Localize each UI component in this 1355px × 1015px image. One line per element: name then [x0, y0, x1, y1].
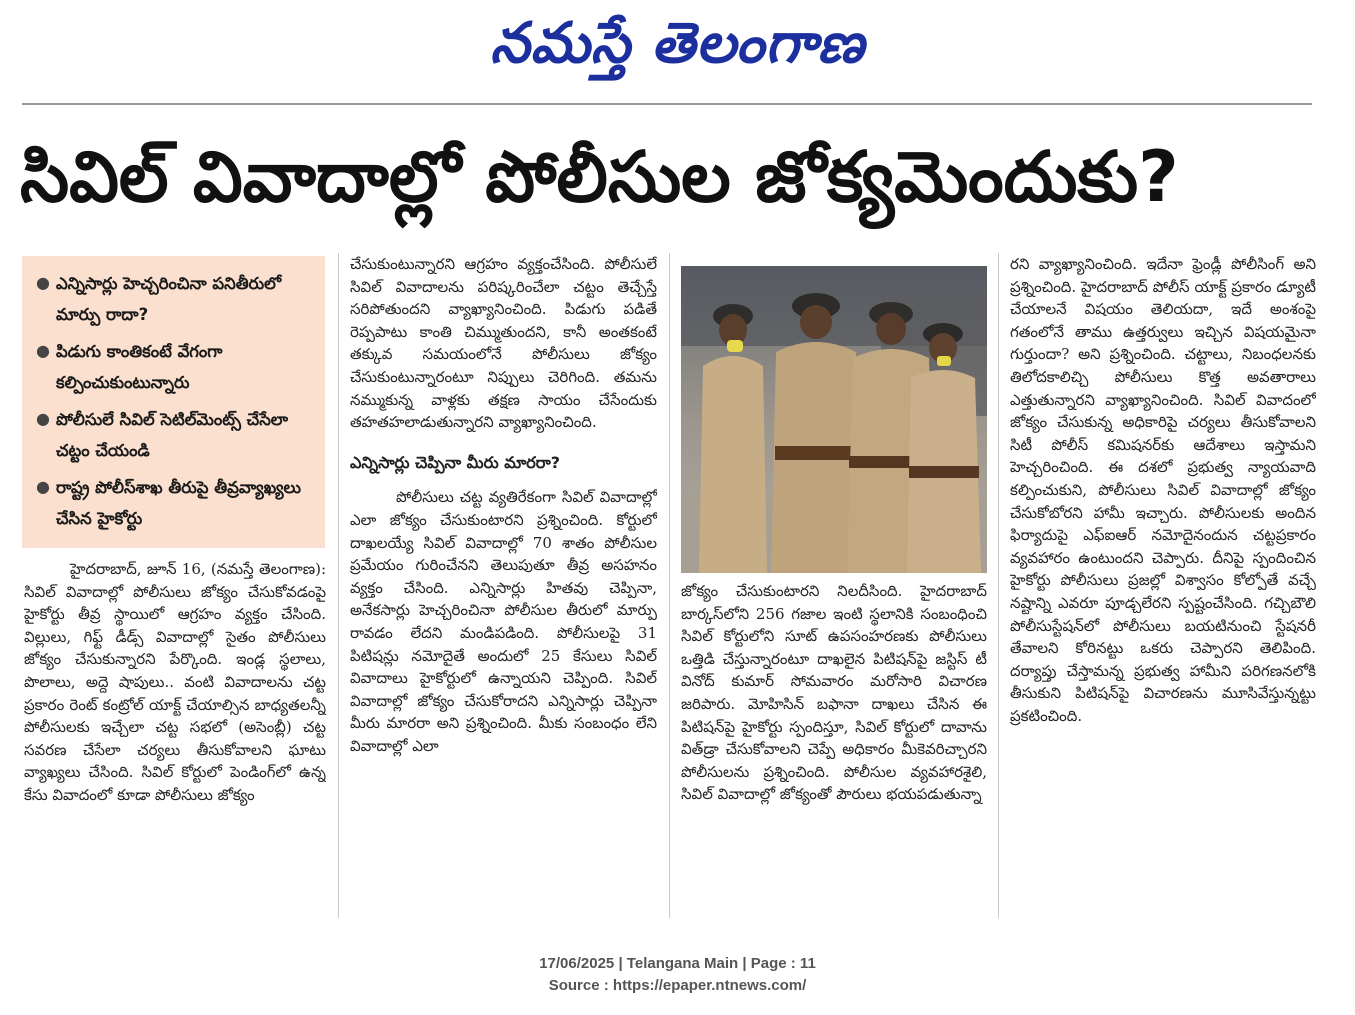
highlight-text: పిడుగు కాంతికంటే వేగంగా కల్పించుకుంటున్నారు — [56, 342, 223, 392]
article-column-1 — [24, 558, 326, 920]
highlight-item — [36, 472, 317, 534]
article-column-2 — [350, 253, 657, 918]
highlight-item — [36, 404, 317, 466]
highlight-text: పోలీసులే సివిల్ సెటిల్‌మెంట్స్ చేసేలా చట్టం చేయండి — [56, 410, 289, 460]
police-officers-photo — [681, 266, 987, 573]
bullet-icon: ● — [36, 477, 50, 496]
article-paragraph: రని వ్యాఖ్యానించింది. ఇదేనా ఫ్రెండ్లీ పోలీసింగ్ అని ప్రశ్నించింది. హైదరాబాద్ పోలీస్ యాక్ట్ ప్రకారం డ్యూటీ చేయాలనే విషయం తెలియదా, ఇదే అంశంపై గతంలోనే తాము ఉత్తర్వులు ఇచ్చిన విషయమైనా గుర్తుందా? అని ప్రశ్నించింది. చట్టాలు, నిబంధలనకు తిలోదకాలిచ్చి పోలీసులు కొత్త అవతారాలు ఎత్తుతున్నారని వ్యాఖ్యానించింది. సివిల్ వివాదంలో జోక్యం చేసుకున్న అధికారిపై చర్యలు తీసుకోవాలని సిటీ పోలీస్ కమిషనర్‌కు ఆదేశాలు ఇస్తామని హెచ్చరించింది. ఈ దశలో ప్రభుత్వ న్యాయవాది కల్పించుకుని, పోలీసులు సివిల్ వివాదాల్లో జోక్యం చేసుకోబోరని హామీ ఇచ్చారు. పోలీసులకు అందిన ఫిర్యాదుపై ఎఫ్ఐఆర్ నమోదైనందున చట్టప్రకారం వ్యవహారం ఉంటుందని చెప్పారు. దీనిపై స్పందించిన హైకోర్టు పోలీసులు ప్రజల్లో విశ్వాసం కోల్పోతే వచ్చే నష్టాన్ని ఎవరూ పూడ్చలేరని స్పష్టంచేసింది. గచ్చిబౌలి పోలీసుస్టేషన్‌లో పోలీసులు బయటినుంచి స్టేషనరీ తేవాలని కోరినట్టు ఒకరు చెప్పారని తెలిపింది. దర్యాప్తు చేస్తామన్న ప్రభుత్వ హామీని పరిగణనలోకి తీసుకుని పిటిషన్‌పై విచారణను మూసివేస్తున్నట్టు ప్రకటించింది. — [1010, 255, 1316, 725]
highlight-item — [36, 336, 317, 398]
highlight-text: రాష్ట్ర పోలీస్‌శాఖ తీరుపై తీవ్రవ్యాఖ్యలు చేసిన హైకోర్టు — [56, 478, 301, 528]
column-divider — [338, 253, 339, 918]
column-divider — [998, 253, 999, 918]
bullet-icon: ● — [36, 409, 50, 428]
bullet-icon: ● — [36, 341, 50, 360]
footer-edition-info: 17/06/2025 | Telangana Main | Page : 11 — [539, 955, 816, 972]
article-paragraph: జోక్యం చేసుకుంటారని నిలదీసింది. హైదరాబాద్ బార్కస్‌లోని 256 గజాల ఇంటి స్థలానికి సంబంధించి సివిల్ కోర్టులోని సూట్ ఉపసంహరణకు పోలీసులు ఒత్తిడి చేస్తున్నారంటూ దాఖలైన పిటిషన్‌పై జస్టిస్ టీ వినోద్ కుమార్ సోమవారం మరోసారి విచారణ జరిపారు. మోహిసిన్ బఫానా దాఖలు చేసిన ఈ పిటిషన్‌పై హైకోర్టు స్పందిస్తూ, సివిల్ కోర్టులో దావాను విత్‌డ్రా చేసుకోవాలని చెప్పే అధికారం మీకెవరిచ్చారని పోలీసులను ప్రశ్నించింది. పోలీసుల వ్యవహారశైలి, సివిల్ వివాదాల్లో జోక్యంతో పౌరులు భయపడుతున్నా — [681, 582, 987, 804]
article-subheading: ఎన్నిసార్లు చెప్పినా మీరు మారరా? — [350, 452, 561, 472]
article-paragraph: హైదరాబాద్, జూన్ 16, (నమస్తే తెలంగాణ): సివిల్ వివాదాల్లో పోలీసులు జోక్యం చేసుకోవడంపై హైకోర్టు తీవ్ర స్థాయిలో ఆగ్రహం వ్యక్తం చేసింది. విల్లులు, గిఫ్ట్ డీడ్స్ వివాదాల్లో సైతం పోలీసులు జోక్యం చేసుకున్నారని పేర్కొంది. ఇండ్ల స్థలాలు, పొలాలు, అద్దె షాపులు.. వంటి వివాదాలను చట్ట ప్రకారం రెంట్ కంట్రోల్ యాక్ట్ చేయాల్సిన బాధ్యతలన్నీ పోలీసులకు ఇచ్చేలా చట్ట సభలో (అసెంబ్లీ) చట్ట సవరణ చేసేలా చర్యలు తీసుకోవాలని ఘాటు వ్యాఖ్యలు చేసింది. సివిల్ కోర్టులో పెండింగ్‌లో ఉన్న కేసు వివాదంలో కూడా పోలీసులు జోక్యం — [24, 560, 326, 804]
article-column-4 — [1010, 253, 1316, 918]
highlights-box — [22, 256, 325, 548]
masthead — [0, 0, 1355, 100]
bullet-icon: ● — [36, 273, 50, 292]
masthead-logo: నమస్తే తెలంగాణ — [490, 10, 865, 76]
article-paragraph: పోలీసులు చట్ట వ్యతిరేకంగా సివిల్ వివాదాల్లో ఎలా జోక్యం చేసుకుంటారని ప్రశ్నించింది. కోర్టులో దాఖలయ్యే సివిల్ వివాదాల్లో 70 శాతం పోలీసుల ప్రమేయం గురించేనని తెలుపుతూ తీవ్ర అసహనం వ్యక్తం చేసింది. ఎన్నిసార్లు హితవు చెప్పినా, అనేకసార్లు హెచ్చరించినా పోలీసుల తీరులో మార్పు రావడం లేదని మండిపడింది. పోలీసులపై 31 పిటిషన్లు నమోదైతే అందులో 25 కేసులు సివిల్ వివాదాలు హైకోర్టులో ఉన్నాయని చెప్పింది. సివిల్ వివాదాల్లో జోక్యం చేసుకోరాదని ఎన్నిసార్లు చెప్పినా మీరు మారరా అని ప్రశ్నించింది. మీకు సంబంధం లేని వివాదాల్లో ఎలా — [350, 488, 657, 755]
article-column-3 — [681, 580, 987, 920]
highlight-text: ఎన్నిసార్లు హెచ్చరించినా పనితీరులో మార్పు రాదా? — [56, 274, 282, 324]
masthead-divider — [22, 103, 1312, 105]
footer-source-link[interactable]: Source : https://epaper.ntnews.com/ — [548, 977, 807, 994]
column-divider — [669, 253, 670, 918]
article-paragraph: చేసుకుంటున్నారని ఆగ్రహం వ్యక్తంచేసింది. పోలీసులే సివిల్ వివాదాలను పరిష్కరించేలా చట్టం తెచ్చేస్తే సరిపోతుందని వ్యాఖ్యానించింది. పిడుగు పడితే రెప్పపాటు కాంతి చిమ్ముతుందని, కానీ అంతకంటే తక్కువ సమయంలోనే పోలీసులు జోక్యం చేసుకుంటున్నారంటూ నిప్పులు చెరిగింది. తమను నమ్ముకున్న వాళ్లకు తక్షణ సాయం చేసేందుకు తహతహలాడుతున్నారని వ్యాఖ్యానించింది. — [350, 255, 657, 432]
headline: సివిల్ వివాదాల్లో పోలీసుల జోక్యమెందుకు? — [20, 136, 1179, 218]
news-photo — [681, 266, 987, 573]
highlight-item — [36, 268, 317, 330]
